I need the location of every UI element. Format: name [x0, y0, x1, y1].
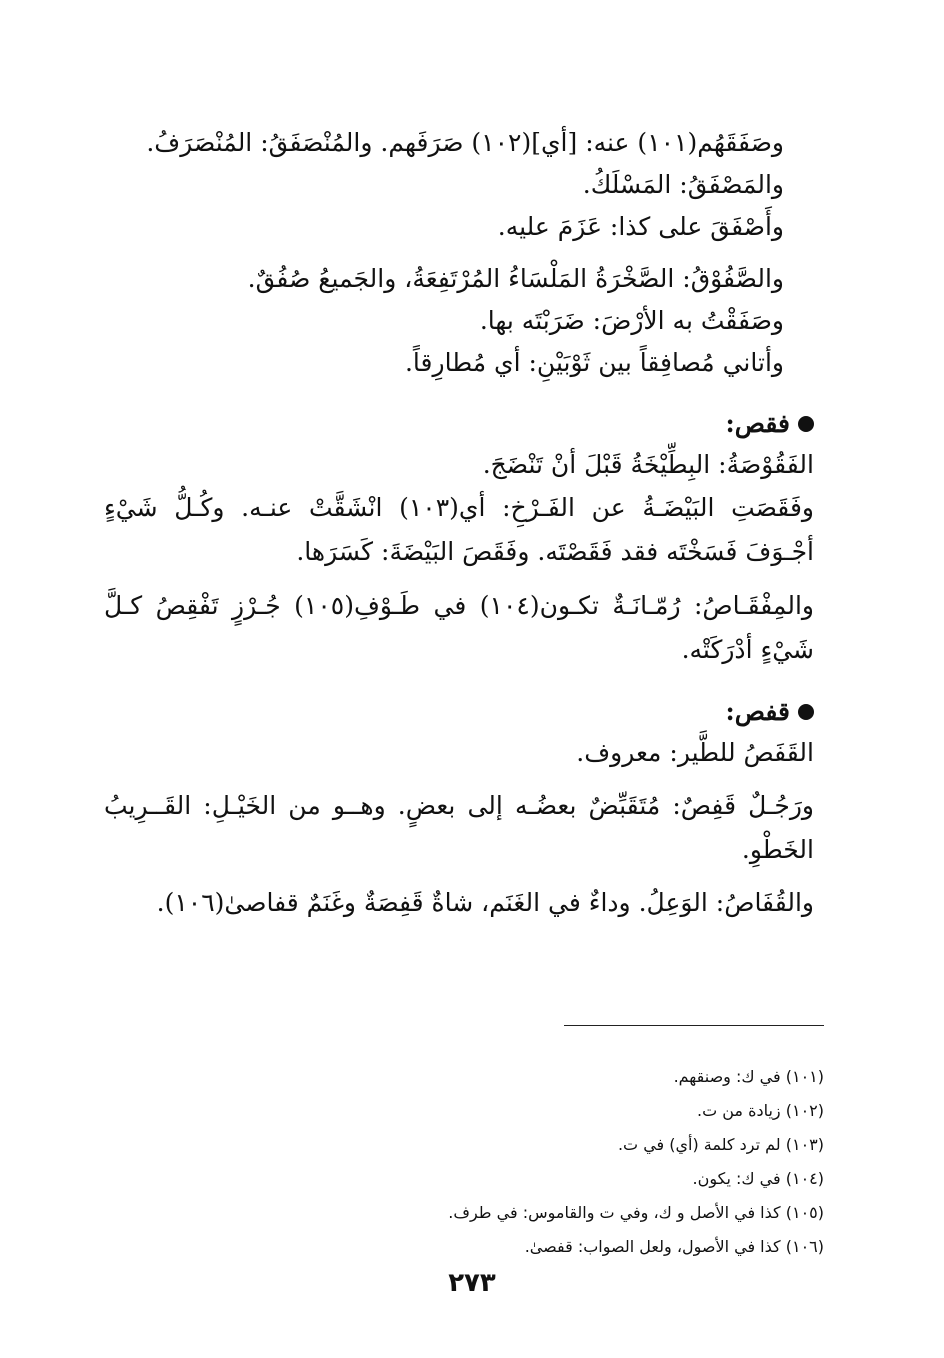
footnote: (١٠٦) كذا في الأصول، ولعل الصواب: قفصىٰ.	[524, 1237, 824, 1256]
root-heading-label: فقص:	[725, 409, 790, 438]
entry-line: الفَقُوْصَةُ: البِطِّيْخَةُ قَبْلَ أنْ تَنْضَجَ.	[482, 450, 814, 479]
footnote: (١٠٢) زيادة من ت.	[697, 1101, 824, 1120]
page-number: ٢٧٣	[448, 1268, 496, 1298]
footnote: (١٠٤) في ك: يكون.	[692, 1169, 824, 1188]
main-text	[104, 122, 814, 924]
entry-paragraph: ورَجُـلٌ قَفِصٌ: مُتَقَبِّضٌ بعضُـه إلى بعضٍ. وهــو من الخَيْـلِ: القَــرِيبُ الخَطْوِ.	[104, 791, 814, 864]
entry-line: وصَفَقَهُم(١٠١) عنه: [أي](١٠٢) صَرَفَهم. والمُنْصَفَقُ: المُنْصَرَفُ.	[146, 128, 784, 157]
footnote: (١٠٥) كذا في الأصل و ك، وفي ت والقاموس: في طرف.	[448, 1203, 824, 1222]
entry-line: والمَصْفَقُ: المَسْلَكُ.	[582, 170, 784, 199]
entry-line: وأَصْفَقَ على كذا: عَزَمَ عليه.	[497, 212, 784, 241]
entry-paragraph: وفَقَصَتِ البَيْضَـةُ عن الفَـرْخِ: أي(١٠٣) انْشَقَّتْ عنـه. وكُـلُّ شَيْءٍ أجْـوَفَ فَسَخْتَه فقد فَقَصْتَه. وفَقَصَ البَيْضَةَ: كَسَرَها.	[104, 493, 814, 566]
entry-line: القَفَصُ للطَّير: معروف.	[576, 738, 814, 767]
entry-line: والصَّفُوْقُ: الصَّخْرَةُ المَلْسَاءُ المُرْتَفِعَةُ، والجَميعُ صُفُقٌ.	[247, 264, 784, 293]
entry-line: وأتاني مُصافِقاً بين ثَوْبَيْنِ: أي مُطارِقاً.	[404, 348, 784, 377]
entry-line: والقُفَاصُ: الوَعِلُ. وداءٌ في الغَنَم، شاةٌ قَفِصَةٌ وغَنَمٌ قفاصىٰ(١٠٦).	[156, 888, 814, 917]
entry-line: وصَفَقْتُ به الأرْضَ: ضَرَبْتَه بها.	[479, 306, 784, 335]
footnotes	[124, 1060, 824, 1264]
footnote: (١٠٣) لم ترد كلمة (أي) في ت.	[617, 1135, 824, 1154]
footnote: (١٠١) في ك: وصنقهم.	[673, 1067, 824, 1086]
bullet-icon	[798, 704, 814, 720]
footnote-divider	[564, 1025, 824, 1026]
root-heading-faqs	[104, 404, 814, 444]
entry-paragraph: والمِفْقَـاصُ: رُمّـانَـةٌ تكـون(١٠٤) في طَـوْفِ(١٠٥) جُـرْزٍ تَفْقِصُ كـلَّ شَيْءٍ أدْرَكَتْه.	[104, 591, 814, 664]
bullet-icon	[798, 416, 814, 432]
root-heading-label: قفص:	[725, 697, 790, 726]
root-heading-qafs	[104, 692, 814, 732]
